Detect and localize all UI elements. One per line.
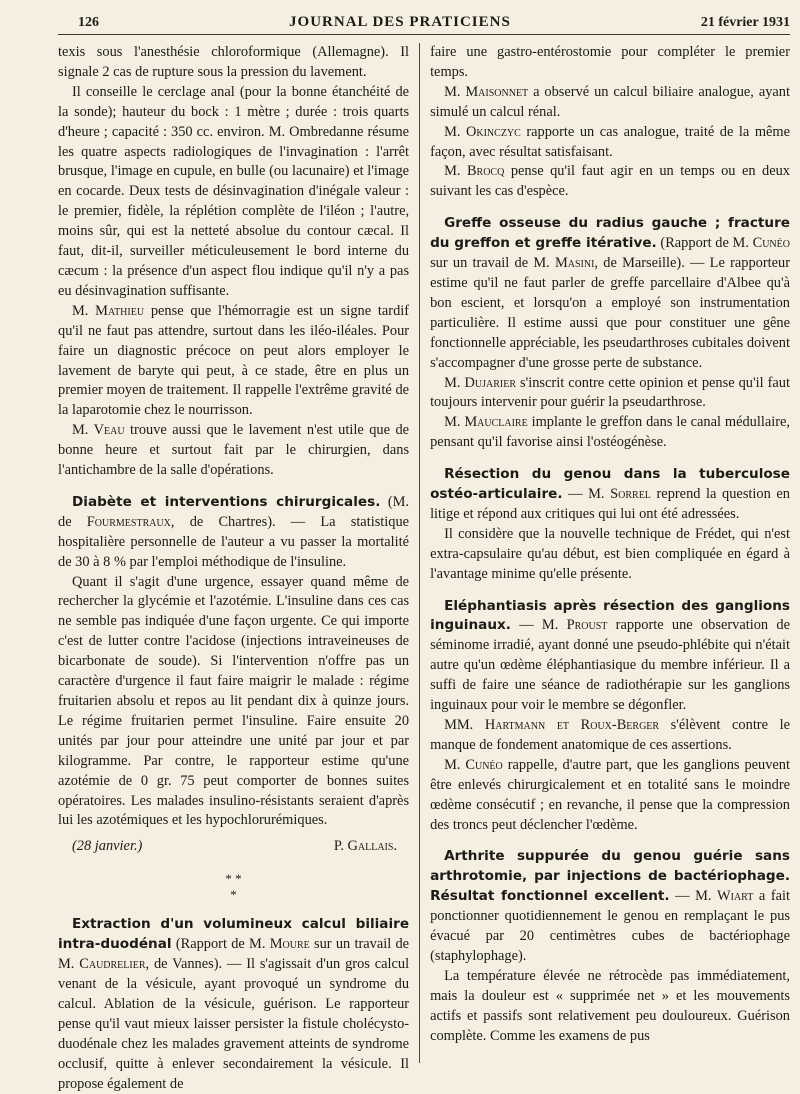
- section-title: Diabète et interventions chirurgicales.: [72, 493, 381, 510]
- text: s'inscrit contre cette opinion et pense qu'il faut toujours intervenir pour guérir la pseudarthrose.: [430, 374, 790, 411]
- section-title: Eléphantiasis après résection des ganglions inguinaux.: [430, 597, 790, 634]
- paragraph: [58, 421, 409, 481]
- paragraph-text: pense que l'hémorragie est un signe tardif qu'il ne faut pas attendre, surtout dans les iléo-iléales. Pour faire un diagnostic précoce on peut alors employer le lavement de baryte qui peut, à ce stade, être en plus un premier moyen de traitement. Il rappelle l'extrême gravité de la laparotomie chez le nourrisson.: [58, 302, 410, 419]
- journal-title: JOURNAL DES PRATICIENS: [289, 14, 511, 30]
- text: pense qu'il faut agir en un temps ou en deux suivant les cas d'espèce.: [430, 163, 790, 200]
- paragraph: Il considère que la nouvelle technique de Frédet, qui n'est extra-capsulaire qu'au début, est bien compliquée en égard à l'avantage minime qu'elle présente.: [430, 525, 790, 582]
- text: (Rapport de M.: [171, 936, 270, 953]
- section-resection-genou: [430, 465, 790, 525]
- text: , de Chartres). — La statistique hospitalière personnelle de l'auteur a vu passer la mortalité de 30 à 8 % par l'emploi méthodique de l'insuline.: [58, 513, 410, 570]
- text: — M.: [562, 486, 611, 503]
- author-name: Cunéo: [752, 235, 790, 252]
- author-name: Fourmestraux: [86, 513, 171, 530]
- running-header: [58, 14, 790, 35]
- signature-line: [58, 837, 409, 857]
- author-name: Wiart: [717, 888, 754, 905]
- text: s'élèvent contre le manque de fondement anatomique de ces assertions.: [430, 717, 790, 753]
- paragraph-text: trouve aussi que le lavement n'est utile que de bonne heure et surtout fait par le chirurgien, dans l'antichambre de la salle d'opérations.: [58, 422, 410, 479]
- text: (M. de: [58, 493, 410, 530]
- text: , de Vannes). — Il s'agissait d'un gros calcul venant de la vésicule, ayant provoqué un syndrome du calcul. Ablation de la vésicule, guérison. Le rapporteur pense qu'il vaut mieux laisser persister la fistule cholécysto-duodénale chez les malades gravement atteints de syndrome occlusif, quitte à enlever secondairement la vésicule. Il propose également de: [58, 956, 410, 1092]
- author-name: Proust: [566, 617, 608, 634]
- text: a fait ponctionner quotidiennement le genou en remplaçant le pus évacué par 20 centimètres cubes de bactériophage (staphylophage).: [430, 888, 791, 964]
- paragraph: La température élevée ne rétrocède pas immédiatement, mais la douleur est « supprimée net » et les mouvements actifs et passifs sont relativement peu douloureux. Guérison complète. Comme les examens de pus: [430, 967, 790, 1044]
- paragraph: [430, 413, 790, 453]
- issue-date: 21 février 1931: [700, 15, 790, 30]
- paragraph: faire une gastro-entérostomie pour compléter le premier temps.: [430, 44, 790, 80]
- text: reprend la question en litige et répond aux critiques qui lui ont été adressées.: [430, 486, 790, 522]
- author-name: Sorrel: [610, 486, 651, 503]
- paragraph: [430, 374, 790, 414]
- paragraph: [430, 162, 790, 202]
- text: a observé un calcul biliaire analogue, ayant simulé un calcul rénal.: [430, 83, 790, 120]
- text: , de Marseille). — Le rapporteur estime qu'il ne faut parler de greffe parcellaire d'Albee qu'à bon escient, et lorsqu'on a employé son instrumentation particulière. Il estime aussi que pour constituer une gêne fonctionnelle appréciable, les pseudarthroses cubitales doivent s'accompagner d'une grosse perte de substance.: [430, 255, 791, 371]
- paragraph: [430, 716, 790, 756]
- paragraph: Quant il s'agit d'une urgence, essayer quand même de rechercher la glycémie et l'azotémie. L'insuline dans ces cas ne semble pas indiquée d'une façon urgente. Ce qui importe c'est de lutter contre l'acidose (injections intraveineuses de bicarbonate de soude). Si l'intervention n'offre pas un caractère d'urgence il faut faire maigrir le malade : régime fruitarien absolu et repos au lit pendant dix à quinze jours. Le régime fruitarien permet l'insuline. Faire ensuite 20 unités par jour pour atteindre une unité par jour et par kilogramme. Par contre, le rapporteur estime qu'une azotémie de 0 gr. 75 peut comporter de bonnes suites opératoires. Les malades insulino-résistants seraient d'après lui les azotémiques et les hypochlorurémiques.: [58, 573, 410, 829]
- paragraph: [430, 756, 790, 836]
- author-name: M. Dujarier: [444, 374, 516, 391]
- report-date: (28 janvier.): [72, 838, 143, 855]
- section-elephantiasis: [430, 597, 790, 716]
- text: rappelle, d'autre part, que les ganglions peuvent être enlevés chirurgicalement et en totalité sans le moindre œdème consécutif ; en revanche, il pense que la compression des troncs peut déclencher l'œdème.: [430, 756, 790, 833]
- two-column-body: [58, 43, 791, 1092]
- report-author: P. Gallais.: [333, 838, 398, 855]
- text: rapporte un cas analogue, traité de la même façon, avec résultat satisfaisant.: [430, 123, 790, 160]
- paragraph: Il conseille le cerclage anal (pour la bonne étanchéité de la sonde); hauteur du bock : 1 mètre ; durée : trois quarts d'heure ; capacité : 350 cc. environ. M. Ombredanne résume les quatre aspects radiologiques de l'invagination : l'arrêt brusque, l'image en cupule, en bulle (ou lacunaire) et l'image en cocarde. Deux tests de désinvagination d'inégale valeur : le premier, fidèle, la réplétion complète de l'iléon ; l'autre, moins sûr, qui est la netteté absolue du contour cæcal. Il faut, dit-il, surveiller méticuleusement le bord interne du cæcum : la présence d'un aspect flou indique qu'il n'y a pas eu désinvagination suffisante.: [58, 83, 410, 299]
- right-column: [419, 43, 790, 1063]
- author-name: M. Caudrelier: [58, 956, 146, 973]
- author-name: M. Okinczyc: [444, 123, 521, 140]
- author-name: M. Mauclaire: [444, 414, 528, 431]
- section-diabete: [58, 493, 409, 573]
- author-name: Masini: [554, 255, 595, 272]
- author-name: M. Mathieu: [72, 302, 145, 319]
- author-name: M. Maisonnet: [444, 83, 529, 100]
- author-name: M. Cunéo: [444, 756, 503, 773]
- author-name: Moure: [269, 936, 310, 953]
- paragraph: [430, 123, 790, 163]
- text: — M.: [669, 888, 718, 905]
- text: sur un travail de M.: [430, 255, 555, 272]
- section-greffe-osseuse: [430, 214, 790, 373]
- section-title: Extraction d'un volumineux calcul biliaire intra-duodénal: [58, 916, 410, 953]
- left-column: [58, 43, 419, 1092]
- section-arthrite: [430, 847, 790, 966]
- page-number: 126: [78, 15, 99, 30]
- paragraph: [430, 83, 790, 123]
- section-title: Greffe osseuse du radius gauche ; fracture du greffon et greffe itérative.: [430, 215, 790, 252]
- author-name: M. Veau: [72, 422, 125, 439]
- section-calcul-biliaire: [58, 915, 409, 1094]
- section-title: Arthrite suppurée du genou guérie sans arthrotomie, par injections de bactériophage. Résultat fonctionnel excellent.: [430, 848, 790, 905]
- text: (Rapport de M.: [656, 235, 753, 252]
- author-name: M. Brocq: [444, 163, 505, 180]
- text: implante le greffon dans le canal médullaire, pensant qu'il favorise ainsi l'ostéogénèse.: [430, 414, 791, 451]
- author-name: MM. Hartmann et Roux-Berger: [444, 717, 660, 733]
- section-separator: * * *: [225, 871, 242, 903]
- paragraph: [58, 302, 409, 421]
- text: sur un travail de: [309, 936, 410, 953]
- section-title: Résection du genou dans la tuberculose ostéo-articulaire.: [430, 466, 790, 503]
- text: — M.: [510, 617, 567, 634]
- text: rapporte une observation de séminome irradié, ayant donné une pseudo-phlébite qui n'était autre qu'un œdème éléphantiasique du membre inférieur. Il a suffi de faire une séance de radiothérapie sur les ganglions inguinaux pour voir le membre se dégonfler.: [430, 617, 790, 714]
- paragraph: texis sous l'anesthésie chloroformique (Allemagne). Il signale 2 cas de rupture sous la pression du lavement.: [58, 44, 410, 80]
